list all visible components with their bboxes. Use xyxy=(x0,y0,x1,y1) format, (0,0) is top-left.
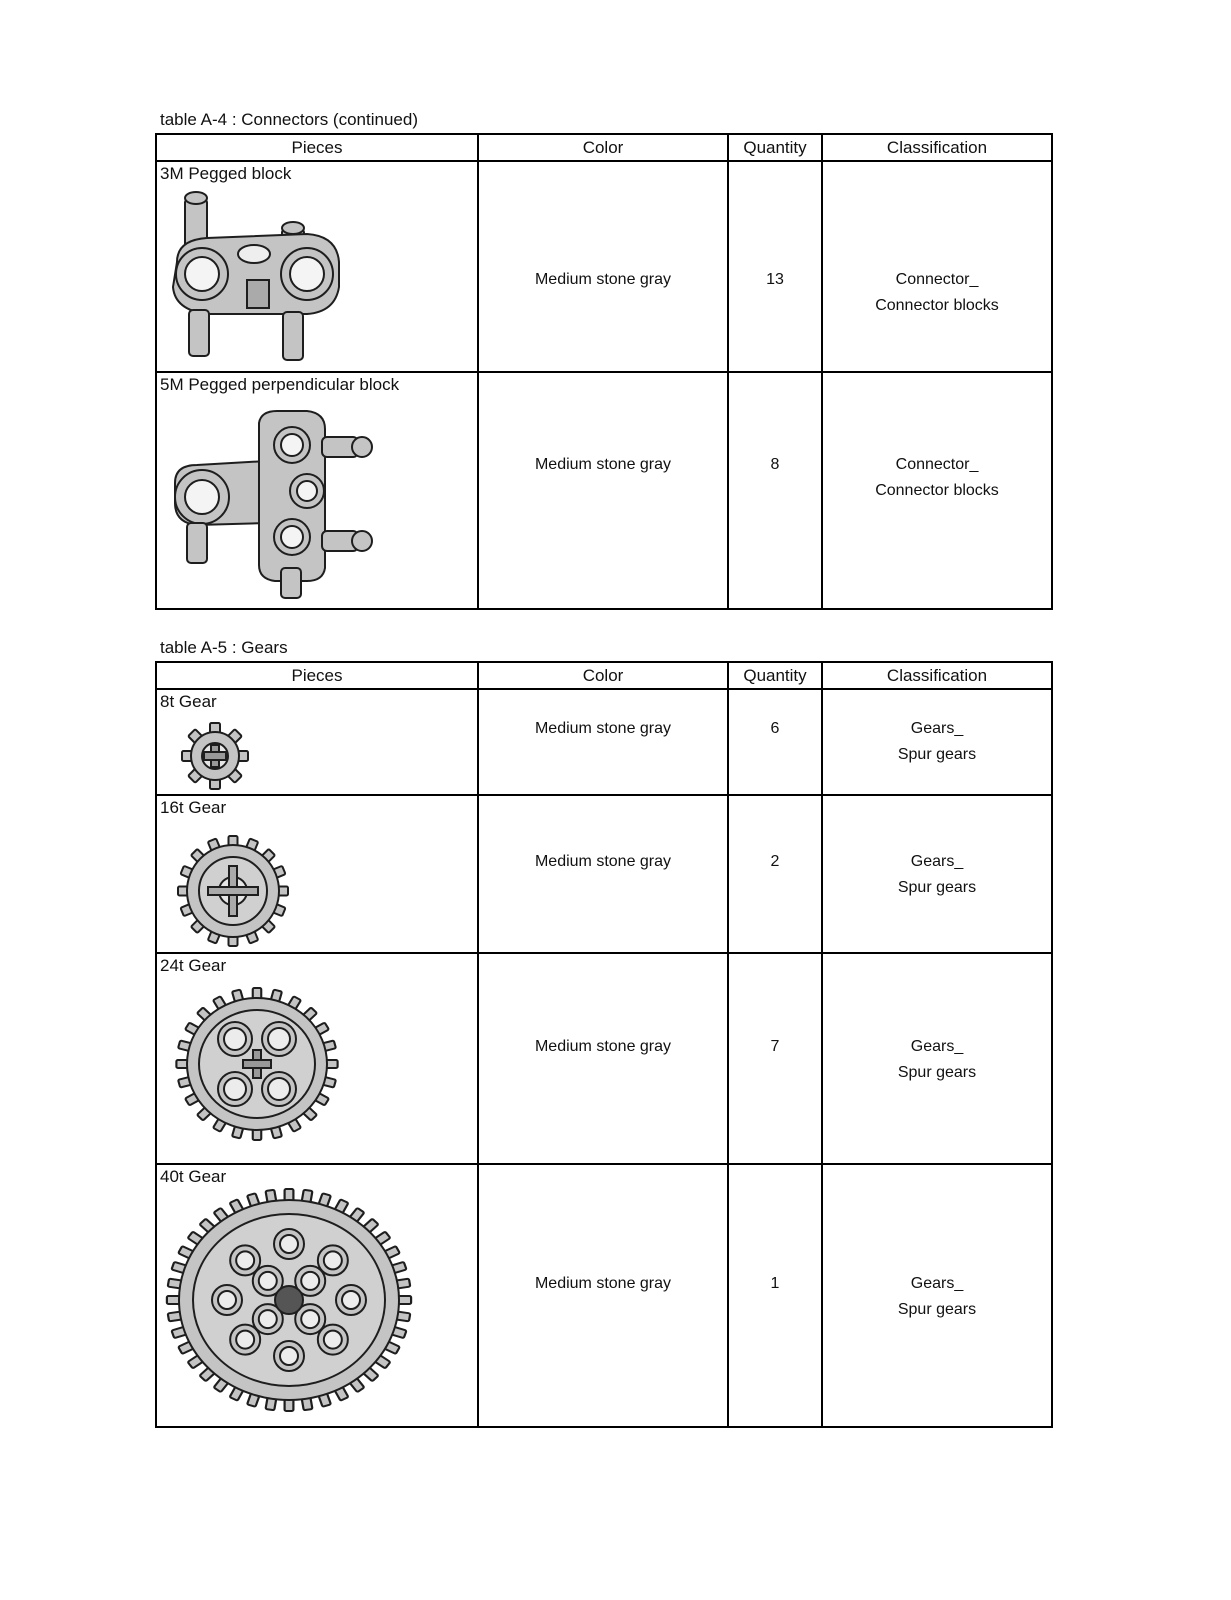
header-color: Color xyxy=(478,662,728,689)
color-value: Medium stone gray xyxy=(534,1038,672,1055)
header-classification: Classification xyxy=(822,662,1052,689)
classification-line2: Spur gears xyxy=(897,746,977,763)
pegged-block-icon xyxy=(157,162,477,371)
quantity-cell xyxy=(728,795,822,953)
classification-cell xyxy=(822,372,1052,609)
classification-line2: Connector blocks xyxy=(875,482,999,499)
header-pieces: Pieces xyxy=(156,134,478,161)
piece-cell xyxy=(156,372,478,609)
table-row xyxy=(156,953,1052,1164)
quantity-cell xyxy=(728,689,822,795)
classification-cell xyxy=(822,1164,1052,1427)
piece-name: 40t Gear xyxy=(160,1167,227,1186)
quantity-cell xyxy=(728,372,822,609)
classification-line1: Gears_ xyxy=(910,1275,964,1292)
quantity-value: 7 xyxy=(770,1038,780,1055)
piece-cell xyxy=(156,1164,478,1427)
quantity-value: 8 xyxy=(770,456,780,473)
piece-cell xyxy=(156,795,478,953)
color-value: Medium stone gray xyxy=(534,1275,672,1292)
quantity-value: 2 xyxy=(770,853,780,870)
piece-name: 24t Gear xyxy=(160,956,227,975)
gears-table xyxy=(155,661,1053,1428)
header-color: Color xyxy=(478,134,728,161)
piece-name: 3M Pegged block xyxy=(160,164,292,183)
color-cell xyxy=(478,689,728,795)
piece-cell xyxy=(156,689,478,795)
classification-line1: Gears_ xyxy=(910,1038,964,1055)
table-a5-caption: table A-5 : Gears xyxy=(160,638,288,657)
quantity-cell xyxy=(728,161,822,372)
pegged-perpendicular-block-icon xyxy=(157,373,477,608)
color-cell xyxy=(478,953,728,1164)
quantity-value: 1 xyxy=(770,1275,780,1292)
quantity-value: 6 xyxy=(770,720,780,737)
table-row xyxy=(156,1164,1052,1427)
piece-cell xyxy=(156,161,478,372)
gear-16t-icon xyxy=(157,796,477,952)
classification-cell xyxy=(822,689,1052,795)
classification-cell xyxy=(822,795,1052,953)
quantity-value: 13 xyxy=(766,271,784,288)
table-a4-caption: table A-4 : Connectors (continued) xyxy=(160,110,418,129)
connectors-table xyxy=(155,133,1053,610)
table-row xyxy=(156,372,1052,609)
color-cell xyxy=(478,372,728,609)
piece-name: 5M Pegged perpendicular block xyxy=(160,375,400,394)
table-row xyxy=(156,689,1052,795)
color-value: Medium stone gray xyxy=(534,456,672,473)
classification-line2: Connector blocks xyxy=(875,297,999,314)
color-value: Medium stone gray xyxy=(534,853,672,870)
classification-line1: Gears_ xyxy=(910,853,964,870)
piece-name: 16t Gear xyxy=(160,798,227,817)
classification-line2: Spur gears xyxy=(897,1064,977,1081)
classification-line1: Gears_ xyxy=(910,720,964,737)
table-row xyxy=(156,795,1052,953)
classification-line2: Spur gears xyxy=(897,1301,977,1318)
classification-line1: Connector_ xyxy=(895,271,979,288)
table-header-row xyxy=(156,662,1052,689)
color-cell xyxy=(478,795,728,953)
quantity-cell xyxy=(728,1164,822,1427)
gear-8t-icon xyxy=(157,690,477,794)
gear-24t-icon xyxy=(157,954,477,1163)
piece-name: 8t Gear xyxy=(160,692,217,711)
header-quantity: Quantity xyxy=(728,662,822,689)
header-pieces: Pieces xyxy=(156,662,478,689)
classification-cell xyxy=(822,161,1052,372)
classification-line1: Connector_ xyxy=(895,456,979,473)
table-row xyxy=(156,161,1052,372)
color-value: Medium stone gray xyxy=(534,720,672,737)
quantity-cell xyxy=(728,953,822,1164)
color-value: Medium stone gray xyxy=(534,271,672,288)
color-cell xyxy=(478,161,728,372)
table-header-row xyxy=(156,134,1052,161)
classification-line2: Spur gears xyxy=(897,879,977,896)
classification-cell xyxy=(822,953,1052,1164)
piece-cell xyxy=(156,953,478,1164)
header-classification: Classification xyxy=(822,134,1052,161)
header-quantity: Quantity xyxy=(728,134,822,161)
gear-40t-icon xyxy=(157,1165,477,1426)
color-cell xyxy=(478,1164,728,1427)
